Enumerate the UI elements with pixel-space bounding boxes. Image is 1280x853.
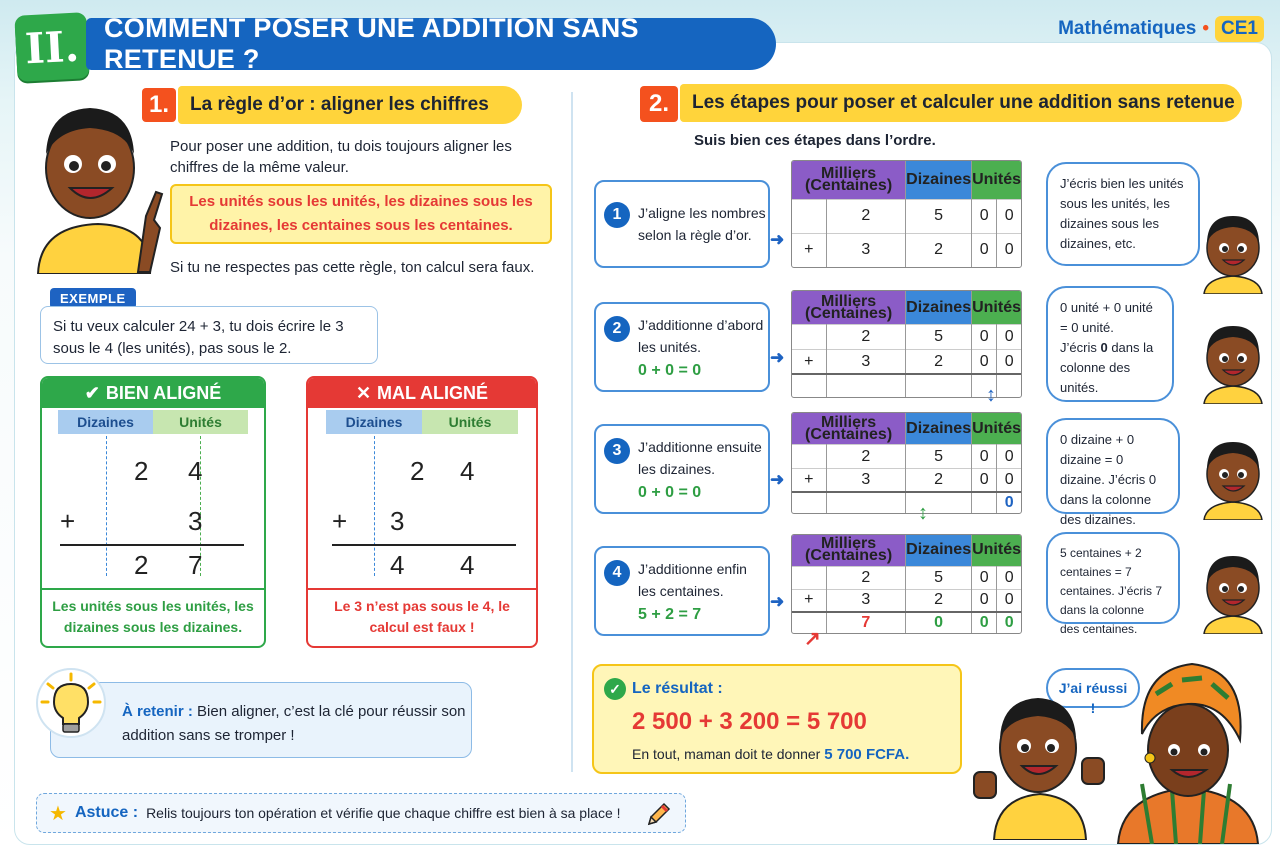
good-digit: 2 — [134, 550, 149, 580]
sign-cell — [792, 492, 826, 513]
units-header: Unités — [972, 161, 1021, 199]
tens-header: Dizaines — [906, 161, 972, 199]
section2-intro: Suis bien ces étapes dans l’ordre. — [694, 132, 936, 149]
step-number: 1 — [604, 202, 630, 228]
digit-cell: 2 — [906, 589, 972, 612]
place-value-table — [791, 412, 1022, 514]
step-card — [594, 546, 770, 636]
sign-cell — [792, 325, 826, 350]
sign-cell — [792, 445, 826, 468]
digit-cell: 3 — [826, 589, 906, 612]
result-digit-cell — [826, 492, 906, 513]
bad-sum-line — [332, 544, 516, 546]
step-equation: 5 + 2 = 7 — [638, 606, 702, 623]
result-equation: 2 500 + 3 200 = 5 700 — [632, 708, 867, 735]
result-digit-cell: 7 — [826, 612, 906, 633]
good-digit: 2 — [134, 456, 149, 486]
diagonal-arrow-icon: ↗ — [804, 628, 821, 650]
result-box — [592, 664, 962, 774]
step-equation: 0 + 0 = 0 — [638, 484, 702, 501]
result-digit-cell: 0 — [972, 612, 997, 633]
remember-text — [122, 700, 468, 748]
example-label: EXEMPLE — [50, 288, 136, 309]
section1-intro: Pour poser une addition, tu dois toujours aligner les chiffres de la même valeur. — [170, 138, 512, 176]
tens-header: Dizaines — [906, 535, 972, 566]
digit-cell: 3 — [826, 350, 906, 375]
right-arrow-icon: ➜ — [770, 348, 785, 367]
digit-cell: 2 — [826, 199, 906, 233]
mother-illustration — [1112, 654, 1262, 844]
result-digit-cell — [972, 492, 997, 513]
step-equation: 0 + 0 = 0 — [638, 362, 702, 379]
boy-face-illustration — [1198, 552, 1268, 634]
success-bubble: J’ai réussi ! — [1046, 668, 1140, 708]
golden-rule-box: Les unités sous les unités, les dizaines sous les dizaines, les centaines sous les centaines. — [170, 184, 552, 244]
step-card — [594, 302, 770, 392]
section2-number: 2. — [640, 86, 678, 122]
digit-cell: 0 — [972, 566, 997, 589]
step-description: J’additionne ensuite les dizaines. — [638, 439, 762, 477]
place-value-table — [791, 290, 1022, 398]
bad-digit: 4 — [460, 550, 475, 580]
section1-number: 1. — [142, 88, 176, 122]
bad-units-header: Unités — [422, 410, 518, 434]
good-caption-divider — [42, 588, 264, 590]
thousands-header: Milliers (Centaines) — [792, 161, 906, 199]
sign-cell — [792, 199, 826, 233]
step-card — [594, 180, 770, 268]
cross-icon: ✕ — [355, 382, 372, 403]
thousands-header: Milliers (Centaines) — [792, 413, 906, 445]
column-divider — [571, 92, 573, 772]
bad-digit: 4 — [460, 456, 475, 486]
result-digit-cell — [906, 492, 972, 513]
page-title: COMMENT POSER UNE ADDITION SANS RETENUE ? — [86, 18, 776, 70]
digit-cell: 0 — [972, 199, 997, 233]
digit-cell: 0 — [1004, 207, 1014, 224]
tens-header: Dizaines — [906, 291, 972, 325]
step-number: 2 — [604, 316, 630, 342]
digit-cell: 0 — [972, 589, 997, 612]
example-text: Si tu veux calculer 24 + 3, tu dois écrire le 3 sous le 4 (les unités), pas sous le 2. — [53, 318, 344, 357]
digit-cell: 5 — [906, 445, 972, 468]
vertical-double-arrow-icon: ↕ — [986, 384, 996, 406]
good-tens-header: Dizaines — [58, 410, 153, 434]
step-description: J’additionne d’abord les unités. — [638, 317, 764, 355]
right-arrow-icon: ➜ — [770, 470, 785, 489]
section1-heading: La règle d’or : aligner les chiffres — [178, 86, 522, 124]
bad-alignment-card — [306, 376, 538, 648]
tip-label: Astuce : — [74, 804, 139, 821]
sign-cell — [792, 566, 826, 589]
bubble-text: 0 unité + 0 unité = 0 unité. — [1060, 300, 1153, 335]
result-amount: 5 700 FCFA. — [824, 746, 910, 763]
bad-tens-guide — [374, 436, 375, 576]
pencil-icon — [645, 800, 671, 833]
good-alignment-title: BIEN ALIGNÉ — [105, 382, 222, 403]
explanation-bubble — [1046, 162, 1200, 266]
bubble-text: J’écris bien les unités sous les unités, les dizaines sous les dizaines, etc. — [1060, 176, 1184, 251]
check-icon: ✔ — [84, 382, 100, 403]
result-digit-cell — [906, 374, 972, 397]
result-sentence — [632, 746, 909, 763]
units-header: Unités — [972, 413, 1021, 445]
digit-cell: 0 — [1004, 470, 1014, 488]
remember-body: Bien aligner, c’est la clé pour réussir son addition sans se tromper ! — [122, 703, 466, 744]
boy-thumbs-up-illustration — [970, 690, 1110, 840]
good-sum-line — [60, 544, 244, 546]
subject-bullet: • — [1202, 18, 1210, 39]
remember-label: À retenir : — [122, 703, 193, 720]
plus-sign: + — [804, 470, 814, 488]
right-arrow-icon: ➜ — [770, 592, 785, 611]
subject-label — [1058, 14, 1264, 44]
digit-cell: 3 — [826, 233, 906, 267]
good-caption: Les unités sous les unités, les dizaines sous les dizaines. — [52, 598, 254, 635]
digit-cell: 2 — [906, 233, 972, 267]
sign-cell — [792, 233, 826, 267]
good-alignment-header — [42, 378, 264, 408]
bad-digit: 3 — [390, 506, 405, 536]
sign-cell — [792, 589, 826, 612]
result-digit-cell: 0 — [906, 612, 972, 633]
good-tens-guide — [106, 436, 107, 576]
bad-tens-header: Dizaines — [326, 410, 422, 434]
step-card — [594, 424, 770, 514]
result-check-icon: ✓ — [604, 678, 626, 700]
thousands-header: Milliers (Centaines) — [792, 535, 906, 566]
lightbulb-icon — [36, 668, 106, 738]
digit-cell: 2 — [906, 350, 972, 375]
good-digit: 3 — [188, 506, 203, 536]
step-number: 3 — [604, 438, 630, 464]
plus-sign: + — [804, 241, 814, 259]
bubble-text: 0 dizaine + 0 dizaine = 0 dizaine. J’écris 0 dans la colonne des dizaines. — [1060, 432, 1157, 527]
digit-cell: 0 — [972, 468, 997, 491]
vertical-double-arrow-icon: ↕ — [918, 502, 928, 524]
digit-cell: 0 — [1004, 447, 1014, 465]
explanation-bubble — [1046, 418, 1180, 527]
section1-warning: Si tu ne respectes pas cette règle, ton calcul sera faux. — [170, 259, 535, 276]
result-digit-cell: 0 — [1004, 614, 1014, 632]
digit-cell: 0 — [1004, 568, 1014, 586]
digit-cell: 5 — [906, 566, 972, 589]
star-icon: ★ — [49, 802, 67, 825]
tip-box — [36, 793, 686, 833]
bad-plus-sign: + — [332, 506, 348, 536]
subject-name: Mathématiques — [1058, 18, 1197, 39]
bad-digit: 4 — [390, 550, 405, 580]
bubble-text: dans la colonne des unités. — [1060, 340, 1154, 395]
bad-alignment-header — [308, 378, 536, 408]
good-digit: 4 — [188, 456, 203, 486]
tip-text: Relis toujours ton opération et vérifie que chaque chiffre est bien à sa place ! — [146, 805, 621, 821]
bad-caption: Le 3 n’est pas sous le 4, le calcul est faux ! — [334, 598, 510, 635]
good-alignment-card — [40, 376, 266, 648]
digit-cell: 0 — [972, 325, 997, 350]
section-roman-badge: II. — [14, 12, 89, 82]
result-digit-cell: 0 — [1004, 493, 1014, 511]
digit-cell: 2 — [826, 566, 906, 589]
bubble-text: 5 centaines + 2 centaines = 7 centaines. J’écris 7 dans la colonne des centaines. — [1060, 546, 1163, 636]
explanation-bubble — [1046, 286, 1174, 402]
bad-digit: 2 — [410, 456, 425, 486]
boy-face-illustration — [1198, 212, 1268, 294]
result-text: En tout, maman doit te donner — [632, 746, 821, 762]
step-number: 4 — [604, 560, 630, 586]
sign-cell — [792, 468, 826, 491]
step-description: J’additionne enfin les centaines. — [638, 561, 747, 599]
example-box — [40, 306, 378, 364]
explanation-bubble — [1046, 532, 1180, 636]
section2-heading: Les étapes pour poser et calculer une addition sans retenue — [680, 84, 1242, 122]
step-description: J’aligne les nombres selon la règle d’or. — [638, 205, 766, 243]
units-header: Unités — [972, 535, 1021, 566]
level-badge: CE1 — [1215, 16, 1264, 42]
result-label: Le résultat : — [632, 680, 723, 697]
right-arrow-icon: ➜ — [770, 230, 785, 249]
digit-cell: 0 — [1004, 591, 1014, 609]
result-digit-cell — [826, 374, 906, 397]
boy-illustration — [28, 96, 168, 274]
digit-cell: 0 — [972, 350, 997, 375]
digit-cell: 0 — [972, 233, 997, 267]
good-plus-sign: + — [60, 506, 76, 536]
thousands-header: Milliers (Centaines) — [792, 291, 906, 325]
place-value-table — [791, 534, 1022, 634]
result-digit-cell — [997, 374, 1021, 397]
digit-cell: 3 — [826, 468, 906, 491]
tens-header: Dizaines — [906, 413, 972, 445]
boy-face-illustration — [1198, 322, 1268, 404]
digit-cell: 0 — [1004, 241, 1014, 259]
digit-cell: 5 — [906, 199, 972, 233]
digit-cell: 5 — [906, 325, 972, 350]
digit-cell: 0 — [1004, 352, 1014, 370]
good-digit: 7 — [188, 550, 203, 580]
sign-cell — [792, 374, 826, 397]
bubble-text: J’écris — [1060, 340, 1097, 355]
plus-sign: + — [804, 352, 814, 370]
digit-cell: 0 — [1004, 328, 1014, 346]
digit-cell: 2 — [826, 325, 906, 350]
digit-cell: 2 — [826, 445, 906, 468]
bad-caption-divider — [308, 588, 536, 590]
boy-face-illustration — [1198, 438, 1268, 520]
digit-cell: 2 — [906, 468, 972, 491]
bubble-emphasis: 0 — [1100, 340, 1108, 355]
digit-cell: 0 — [972, 445, 997, 468]
sign-cell — [792, 350, 826, 375]
units-header: Unités — [972, 291, 1021, 325]
plus-sign: + — [804, 591, 814, 609]
bad-alignment-title: MAL ALIGNÉ — [377, 382, 489, 403]
good-units-header: Unités — [153, 410, 248, 434]
place-value-table — [791, 160, 1022, 268]
